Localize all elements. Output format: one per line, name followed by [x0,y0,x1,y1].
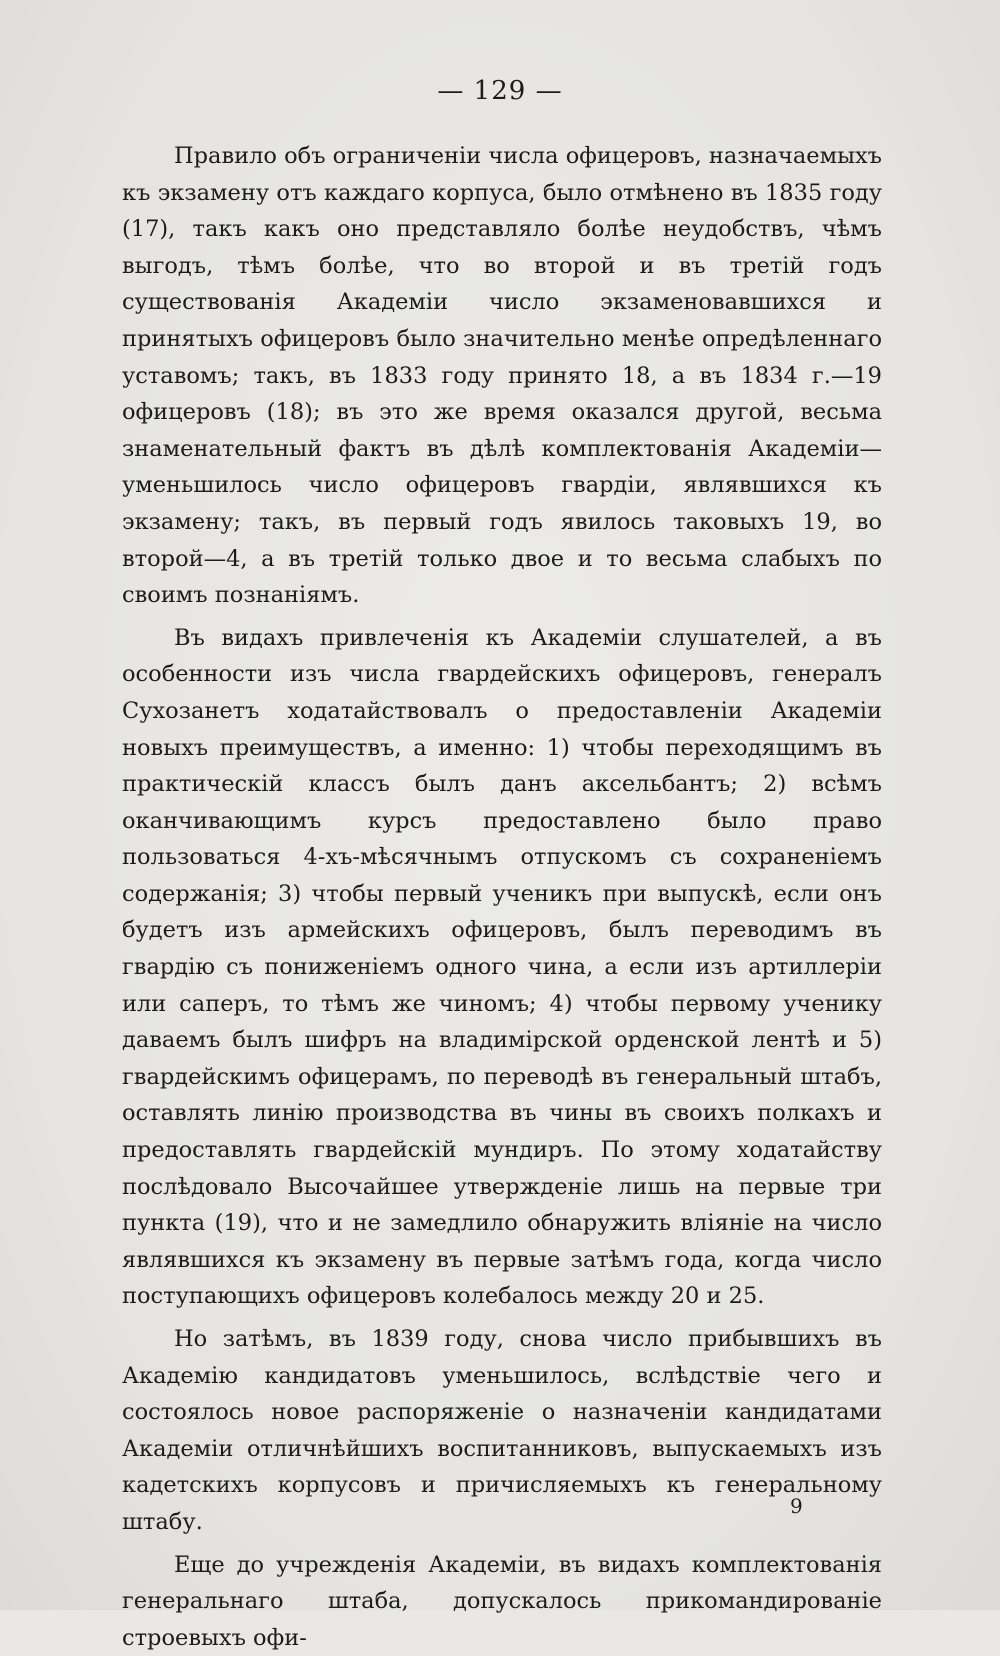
paragraph: Еще до учрежденія Академіи, въ видахъ комплектованія генеральнаго штаба, допускалось прикомандированіе строевыхъ офи- [122,1551,882,1651]
paragraph: Въ видахъ привлеченія къ Академіи слушателей, а въ особенности изъ числа гвардейскихъ офицеровъ, генералъ Сухозанетъ ходатайствовалъ о предоставленіи Академіи новыхъ преимуществъ, а именно: 1) чтобы переходящимъ въ практическій классъ былъ данъ аксельбантъ; 2) всѣмъ оканчивающимъ курсъ предоставлено было право пользоваться 4-хъ-мѣсячнымъ отпускомъ съ сохраненіемъ содержанія; 3) чтобы первый ученикъ при выпускѣ, если онъ будетъ изъ армейскихъ офицеровъ, былъ переводимъ въ гвардію съ пониженіемъ одного чина, а если изъ артиллеріи или саперъ, то тѣмъ же чиномъ; 4) чтобы первому ученику даваемъ былъ шифръ на владимірской орденской лентѣ и 5) гвардейскимъ офицерамъ, по переводѣ въ генеральный штабъ, оставлять линію производства въ чины въ своихъ полкахъ и предоставлять гвардейскій мундиръ. По этому ходатайству послѣдовало Высочайшее утвержденіе лишь на первые три пункта (19), что и не замедлило обнаружить вліяніе на число являвшихся къ экзамену въ первые затѣмъ года, когда число поступающихъ офицеровъ колебалось между 20 и 25. [122,624,882,1310]
page-number: — 129 — [437,76,563,106]
signature-mark: 9 [790,1494,803,1518]
paragraph: Правило объ ограниченіи числа офицеровъ, назначаемыхъ къ экзамену отъ каждаго корпуса, было отмѣнено въ 1835 году (17), такъ какъ оно представляло болѣе неудобствъ, чѣмъ выгодъ, тѣмъ болѣе, что во второй и въ третій годъ существованія Академіи число экзаменовавшихся и принятыхъ офицеровъ было значительно менѣе опредѣленнаго уставомъ; такъ, въ 1833 году принято 18, а въ 1834 г.—19 офицеровъ (18); въ это же время оказался другой, весьма знаменательный фактъ въ дѣлѣ комплектованія Академіи—уменьшилось число офицеровъ гвардіи, являвшихся къ экзамену; такъ, въ первый годъ явилось таковыхъ 19, во второй—4, а въ третій только двое и то весьма слабыхъ по своимъ познаніямъ. [122,143,882,609]
paragraph: Но затѣмъ, въ 1839 году, снова число прибывшихъ въ Академію кандидатовъ уменьшилось, вслѣдствіе чего и состоялось новое распоряженіе о назначеніи кандидатами Академіи отличнѣйшихъ воспитанниковъ, выпускаемыхъ изъ кадетскихъ корпусовъ и причисляемыхъ къ генеральному штабу. [122,1326,882,1535]
page-text [122,138,882,1656]
